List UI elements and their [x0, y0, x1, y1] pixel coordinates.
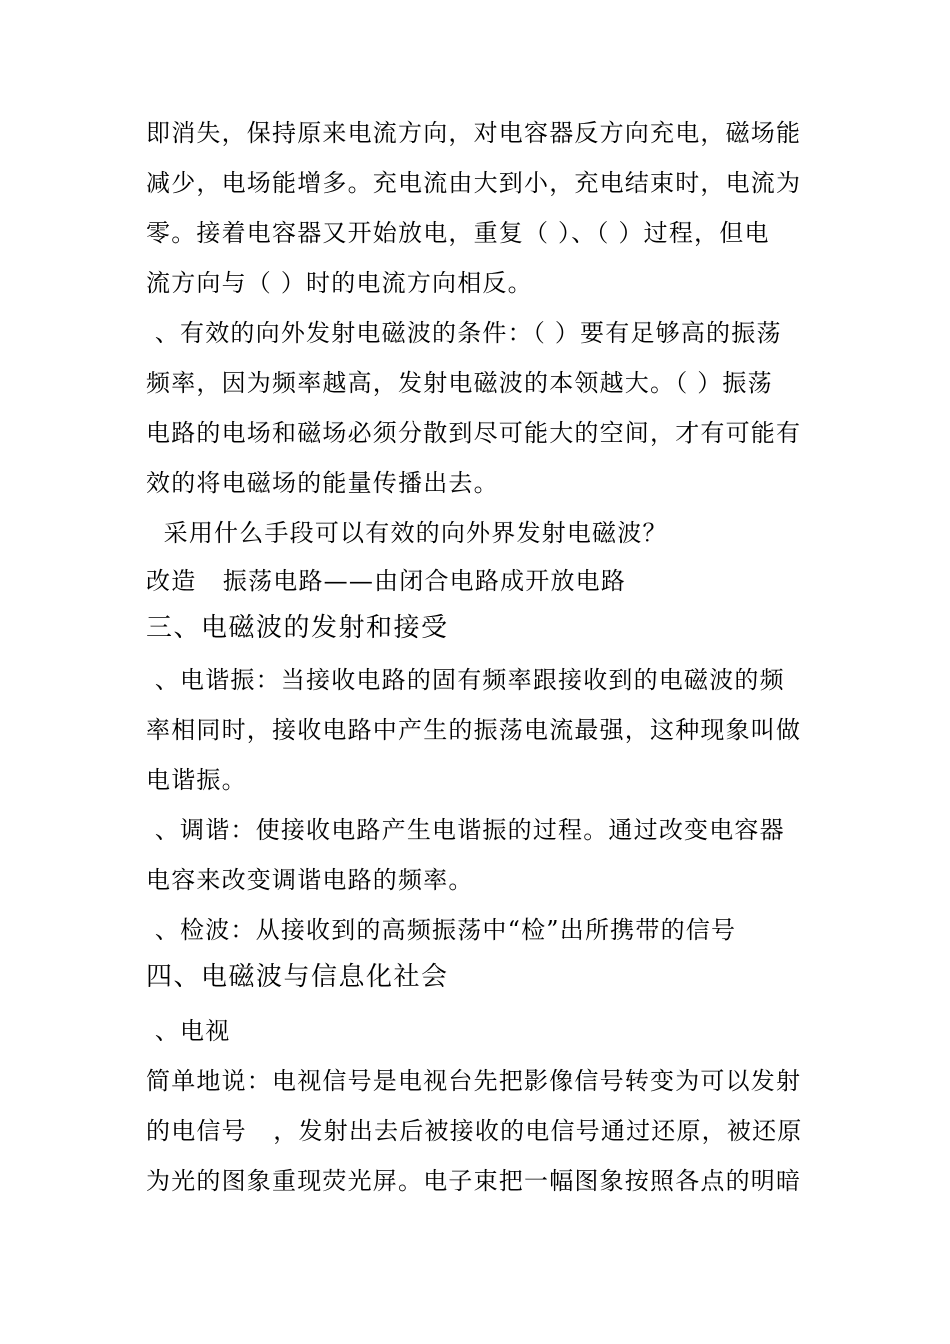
paragraph-line: 率相同时，接收电路中产生的振荡电流最强，这种现象叫做: [146, 716, 802, 744]
paragraph-line: 、电谐振：当接收电路的固有频率跟接收到的电磁波的频: [146, 666, 785, 694]
section-heading: 四、电磁波与信息化社会: [146, 962, 449, 992]
paragraph-line: 零。接着电容器又开始放电，重复（ ）、（ ）过程，但电: [146, 219, 770, 247]
paragraph-line: 减少，电场能增多。充电流由大到小，充电结束时，电流为: [146, 169, 802, 197]
answer-line: 改造 振荡电路——由闭合电路成开放电路: [146, 567, 627, 595]
paragraph-line: 流方向与（ ）时的电流方向相反。: [146, 269, 533, 297]
section-heading: 三、电磁波的发射和接受: [146, 613, 449, 643]
paragraph-line: 电谐振。: [146, 766, 247, 794]
paragraph-line: 电容来改变调谐电路的频率。: [146, 866, 474, 894]
paragraph-line: 简单地说：电视信号是电视台先把影像信号转变为可以发射: [146, 1067, 802, 1095]
paragraph-line: 效的将电磁场的能量传播出去。: [146, 469, 499, 497]
list-item: 、电视: [146, 1017, 231, 1045]
paragraph-line: 为光的图象重现荧光屏。电子束把一幅图象按照各点的明暗: [146, 1167, 802, 1195]
paragraph-line: 电路的电场和磁场必须分散到尽可能大的空间，才有可能有: [146, 419, 802, 447]
paragraph-line: 、检波：从接收到的高频振荡中“检”出所携带的信号: [146, 916, 737, 944]
paragraph-line: 频率，因为频率越高，发射电磁波的本领越大。（ ）振荡: [146, 369, 773, 397]
paragraph-line: 、调谐：使接收电路产生电谐振的过程。通过改变电容器: [146, 816, 785, 844]
paragraph-line: 即消失，保持原来电流方向，对电容器反方向充电，磁场能: [146, 119, 802, 147]
question-line: 采用什么手段可以有效的向外界发射电磁波？: [146, 519, 668, 547]
paragraph-line: 的电信号 ，发射出去后被接收的电信号通过还原，被还原: [146, 1117, 803, 1145]
paragraph-line: 、有效的向外发射电磁波的条件：（ ）要有足够高的振荡: [146, 319, 782, 347]
